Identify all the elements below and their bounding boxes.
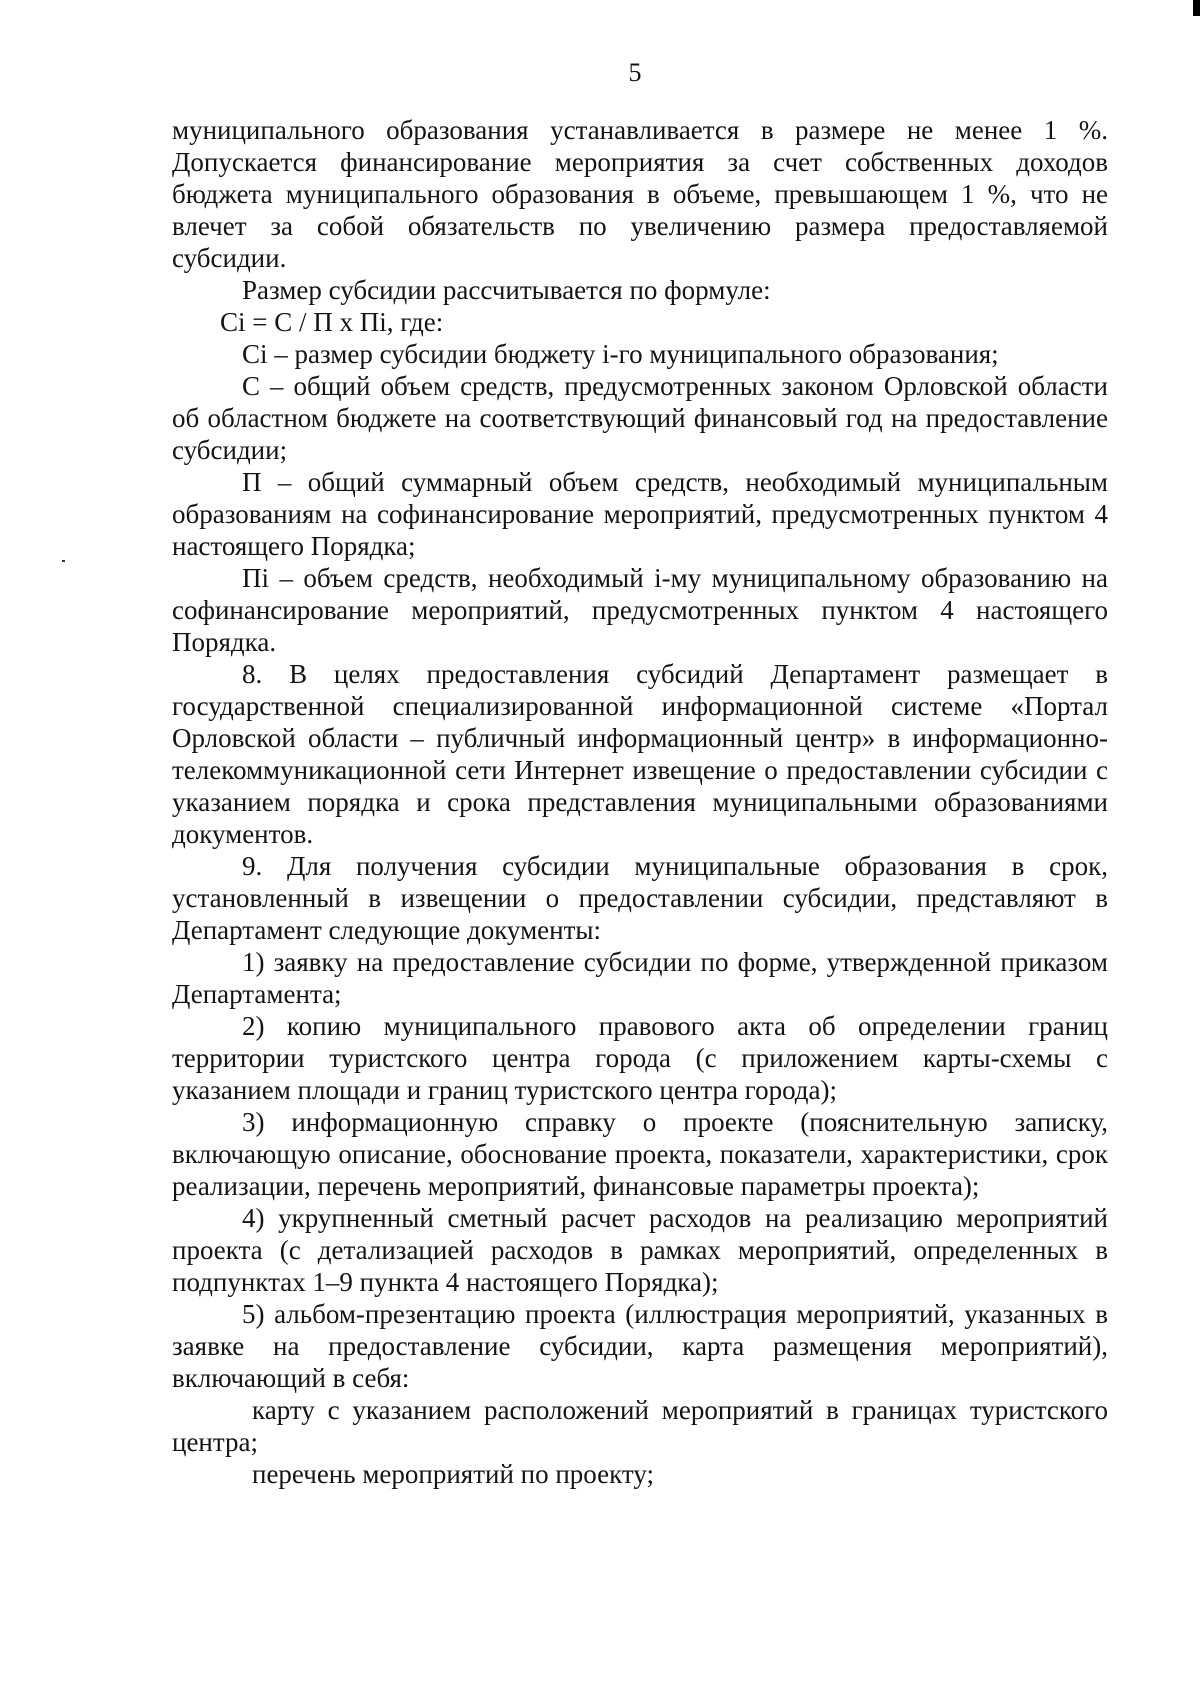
subsidy-formula: Сi = С / П х Пi, где: <box>220 307 444 337</box>
paragraph-intro: муниципального образования устанавливается в размере не менее 1 %. Допускается финансирование мероприятия за счет собственных доходов бюджета муниципального образования в объеме, превышающем 1 %, что не влечет за собой обязательств по увеличению размера предоставляемой субсидии. <box>172 115 1108 273</box>
document-body <box>172 114 1108 1490</box>
scan-edge-mark <box>1193 0 1200 16</box>
item-8: 8. В целях предоставления субсидий Департамент размещает в государственной специализированной информационной системе «Портал Орловской области – публичный информационный центр» в информационно-телекоммуникационной сети Интернет извещение о предоставлении субсидии с указанием порядка и срока представления муниципальными образованиями документов. <box>172 659 1108 849</box>
item-9: 9. Для получения субсидии муниципальные образования в срок, установленный в извещении о предоставлении субсидии, представляют в Департамент следующие документы: <box>172 851 1108 945</box>
definition-pi: Пi – объем средств, необходимый i-му муниципальному образованию на софинансирование мероприятий, предусмотренных пунктом 4 настоящего Порядка. <box>172 563 1108 657</box>
definition-p: П – общий суммарный объем средств, необходимый муниципальным образованиям на софинансирование мероприятий, предусмотренных пунктом 4 настоящего Порядка; <box>172 467 1108 561</box>
subitem-2: 2) копию муниципального правового акта об определении границ территории туристского центра города (с приложением карты-схемы с указанием площади и границ туристского центра города); <box>172 1011 1108 1105</box>
page-number: 5 <box>628 58 642 87</box>
subitem-5: 5) альбом-презентацию проекта (иллюстрация мероприятий, указанных в заявке на предоставление субсидии, карта размещения мероприятий), включающий в себя: <box>172 1299 1108 1393</box>
subitem-5-map: карту с указанием расположений мероприятий в границах туристского центра; <box>172 1395 1108 1457</box>
definition-c: С – общий объем средств, предусмотренных законом Орловской области об областном бюджете на соответствующий финансовый год на предоставление субсидии; <box>172 371 1108 465</box>
definition-ci: Сi – размер субсидии бюджету i-го муниципального образования; <box>242 339 999 369</box>
paragraph-formula-lead: Размер субсидии рассчитывается по формуле: <box>242 275 771 305</box>
subitem-4: 4) укрупненный сметный расчет расходов на реализацию мероприятий проекта (с детализацией расходов в рамках мероприятий, определенных в подпунктах 1–9 пункта 4 настоящего Порядка); <box>172 1203 1108 1297</box>
subitem-1: 1) заявку на предоставление субсидии по форме, утвержденной приказом Департамента; <box>172 947 1108 1009</box>
subitem-5-list: перечень мероприятий по проекту; <box>252 1459 654 1489</box>
subitem-3: 3) информационную справку о проекте (пояснительную записку, включающую описание, обоснование проекта, показатели, характеристики, срок реализации, перечень мероприятий, финансовые параметры проекта); <box>172 1107 1108 1201</box>
scan-speck <box>62 560 65 562</box>
